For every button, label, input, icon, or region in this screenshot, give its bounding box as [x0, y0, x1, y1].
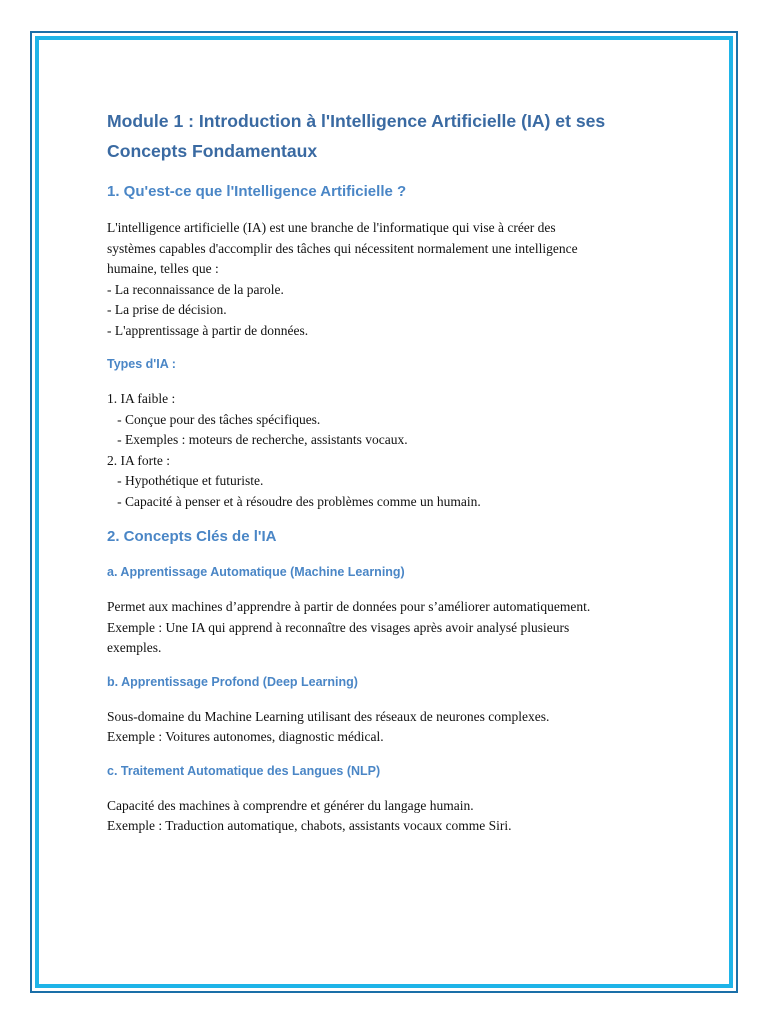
- subsection-b-text: [107, 707, 667, 748]
- types-list: [107, 389, 667, 512]
- types-heading: Types d'IA :: [107, 357, 176, 371]
- list-item: - Conçue pour des tâches spécifiques.: [107, 411, 321, 427]
- list-item: - Hypothétique et futuriste.: [107, 473, 264, 488]
- section1-intro: [107, 218, 667, 341]
- text-line: Sous-domaine du Machine Learning utilisant des réseaux de neurones complexes.: [107, 708, 550, 724]
- document-title: Module 1 : Introduction à l'Intelligence Artificielle (IA) et ses Concepts Fondamentaux: [107, 111, 606, 161]
- text-line: Exemple : Une IA qui apprend à reconnaître des visages après avoir analysé plusieurs: [107, 619, 570, 635]
- document-body: [107, 106, 667, 851]
- subsection-a-heading: a. Apprentissage Automatique (Machine Learning): [107, 565, 405, 579]
- subsection-a-text: [107, 597, 667, 659]
- list-item: - La prise de décision.: [107, 302, 227, 317]
- text-line: Permet aux machines d’apprendre à partir de données pour s’améliorer automatiquement.: [107, 599, 591, 614]
- list-item: 2. IA forte :: [107, 452, 170, 468]
- text-line: L'intelligence artificielle (IA) est une branche de l'informatique qui vise à créer des: [107, 220, 556, 235]
- list-item: - Capacité à penser et à résoudre des problèmes comme un humain.: [107, 493, 481, 509]
- list-item: 1. IA faible :: [107, 391, 176, 406]
- text-line: humaine, telles que :: [107, 261, 219, 276]
- section1-heading: 1. Qu'est-ce que l'Intelligence Artificielle ?: [107, 183, 407, 200]
- subsection-b-heading: b. Apprentissage Profond (Deep Learning): [107, 674, 358, 689]
- text-line: systèmes capables d'accomplir des tâches qui nécessitent normalement une intelligence: [107, 240, 578, 256]
- list-item: - La reconnaissance de la parole.: [107, 281, 284, 297]
- list-item: - Exemples : moteurs de recherche, assistants vocaux.: [107, 432, 408, 447]
- subsection-c-text: [107, 796, 667, 837]
- subsection-c-heading: c. Traitement Automatique des Langues (NLP): [107, 763, 381, 778]
- section2-heading: 2. Concepts Clés de l'IA: [107, 528, 277, 545]
- text-line: Exemple : Traduction automatique, chabots, assistants vocaux comme Siri.: [107, 818, 512, 833]
- text-line: Capacité des machines à comprendre et générer du langage humain.: [107, 797, 474, 813]
- text-line: exemples.: [107, 640, 162, 655]
- list-item: - L'apprentissage à partir de données.: [107, 322, 309, 338]
- text-line: Exemple : Voitures autonomes, diagnostic médical.: [107, 729, 384, 744]
